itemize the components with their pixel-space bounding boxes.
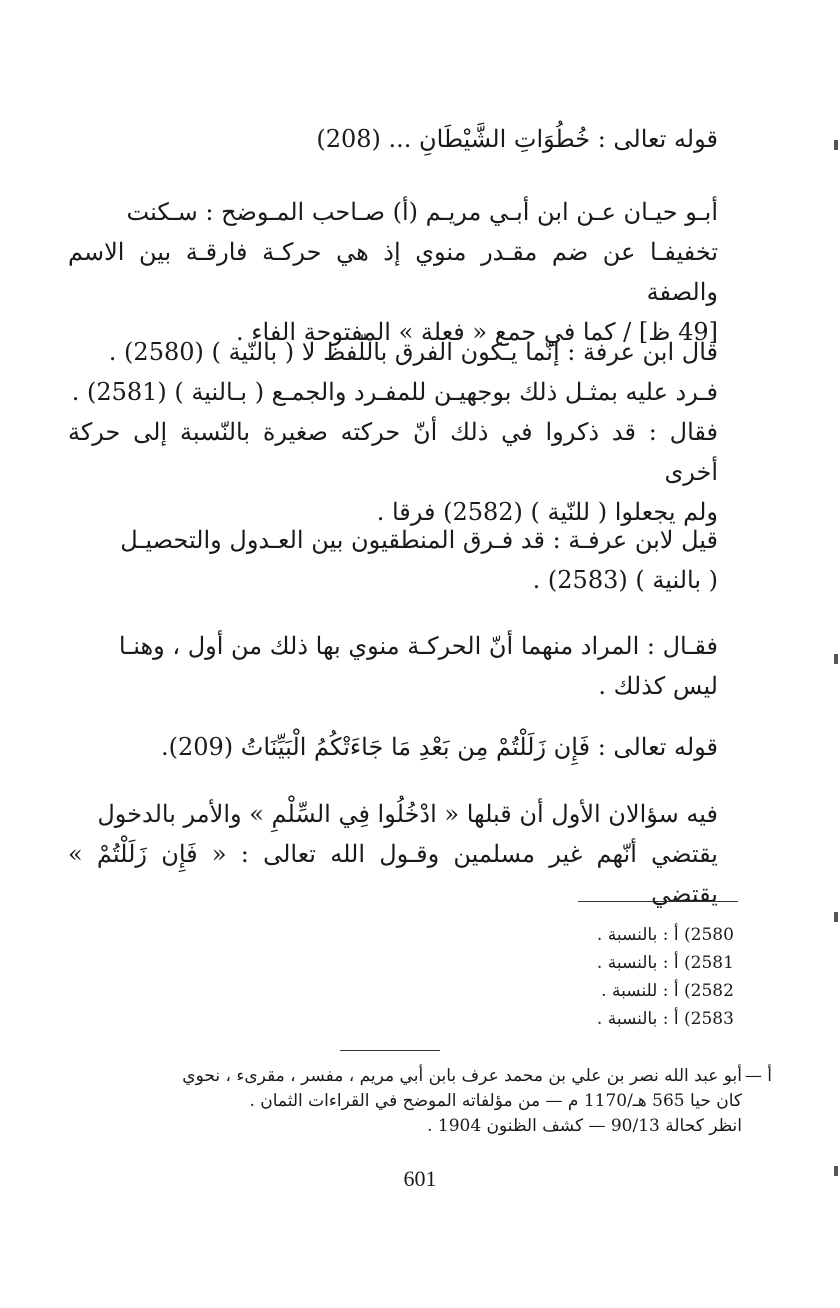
footnote-item [438,977,738,1005]
page-number: 601 [403,1166,437,1191]
paragraph-ibn-arafa [68,332,718,532]
footnote-text: أ : بالنسبة . [596,953,679,973]
scan-margin-mark [834,1166,838,1176]
verse-heading-208: قوله تعالى : خُطُوَاتِ الشَّيْطَانِ ... (208) [316,125,718,153]
paragraph-line: ليس كذلك . [598,672,718,700]
footnote-number: (2581 [684,953,734,973]
scan-margin-mark [834,912,838,922]
footnote-text: أ : للنسبة . [601,981,679,1001]
footnote-number: (2580 [684,925,734,945]
footnote-divider [578,901,738,902]
paragraph-line: فيه سؤالان الأول أن قبلها « ادْخُلُوا فِي السِّلْمِ » والأمر بالدخول [97,800,718,828]
paragraph-line: قيل لابن عرفـة : قد فـرق المنطقيون بين العـدول والتحصيـل [120,526,718,554]
scan-margin-mark [834,140,838,150]
paragraph-line: ( بالنية ) (2583) . [532,566,718,594]
paragraph-two-questions [68,794,718,914]
biographical-note [74,1064,772,1139]
bio-line: أبو عبد الله نصر بن علي بن محمد عرف بابن أبي مريم ، مفسر ، مقرىء ، نحوي [182,1066,742,1086]
footnote-number: (2583 [684,1009,734,1029]
scan-margin-mark [834,654,838,664]
paragraph-line: ولم يجعلوا ( للنّية ) (2582) فرقا . [376,498,718,526]
footnote-list [438,921,738,1033]
paragraph-reply [68,626,718,706]
paragraph-logicians [68,520,718,600]
paragraph-line: فقـال : المراد منهما أنّ الحركـة منوي بها ذلك من أول ، وهنـا [118,632,718,660]
footnote-item [438,1005,738,1033]
bio-line: انظر كحالة 90/13 — كشف الظنون 1904 . [427,1116,742,1136]
paragraph-line: فقال : قد ذكروا في ذلك أنّ حركته صغيرة بالنّسبة إلى حركة أخرى [68,418,718,486]
bio-divider [340,1050,440,1051]
paragraph-line: فـرد عليه بمثـل ذلك بوجهيـن للمفـرد والجمـع ( بـالنية ) (2581) . [71,378,718,406]
paragraph-line: يقتضي أنّهم غير مسلمين وقـول الله تعالى : « فَإِن زَلَلْتُمْ » يقتضي [68,840,718,908]
verse-heading-209: قوله تعالى : فَإِن زَلَلْتُمْ مِن بَعْدِ مَا جَاءَتْكُمُ الْبَيِّنَاتُ (209). [160,733,718,761]
footnote-text: أ : بالنسبة . [596,925,679,945]
footnote-number: (2582 [684,981,734,1001]
paragraph-line: [49 ظ] / كما في جمع « فعلة » المفتوحة الفاء . [236,318,718,346]
paragraph-line: تخفيفـا عن ضم مقـدر منوي إذ هي حركـة فارقـة بين الاسم والصفة [68,238,718,306]
paragraph-line: قال ابن عرفة : إنّما يـكون الفرق باللّفظ لا ( بالنّية ) (2580) . [108,338,718,366]
bio-marker: أ — [744,1066,772,1086]
paragraph-abu-hayyan [68,192,718,352]
footnote-item [438,921,738,949]
footnote-item [438,949,738,977]
footnote-text: أ : بالنسبة . [596,1009,679,1029]
bio-line: كان حيا 565 هـ/1170 م — من مؤلفاته الموضح في القراءات الثمان . [249,1091,742,1111]
paragraph-line: أبـو حيـان عـن ابن أبـي مريـم (أ) صـاحب المـوضح : سـكنت [126,198,718,226]
